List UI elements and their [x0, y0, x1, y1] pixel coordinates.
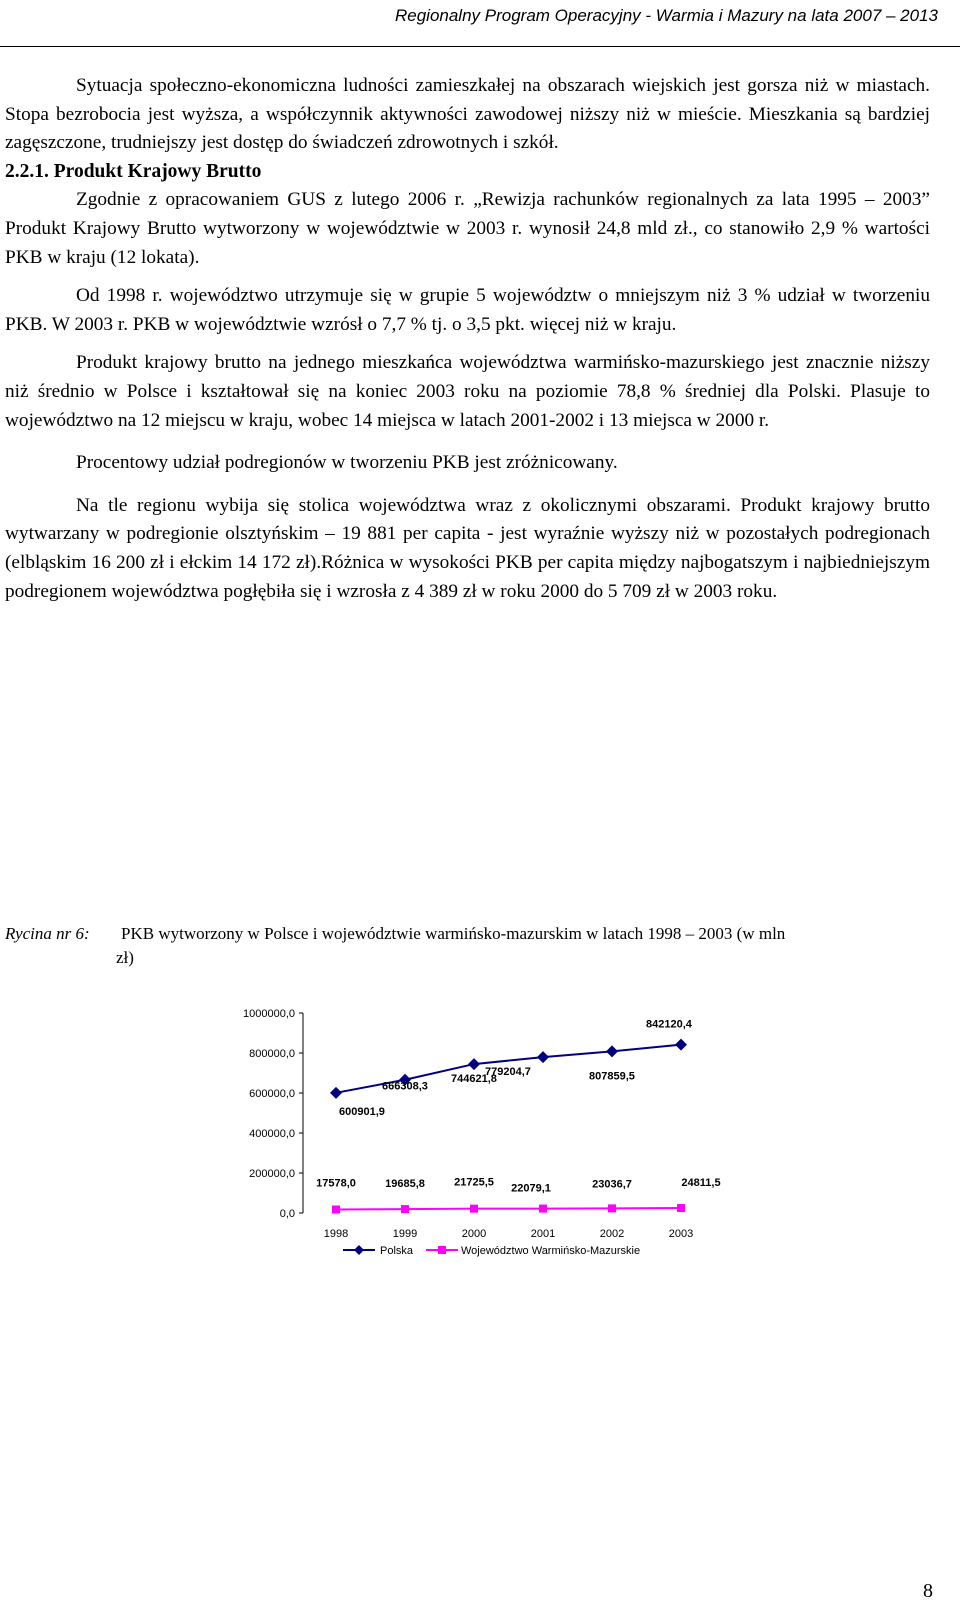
- y-tick-label: 800000,0: [249, 1048, 295, 1060]
- data-point-wojewodztwo: [332, 1205, 340, 1213]
- header-title: Regionalny Program Operacyjny - Warmia i Mazury na lata 2007 – 2013: [394, 6, 938, 25]
- y-tick-label: 600000,0: [249, 1088, 295, 1100]
- data-point-polska: [468, 1058, 480, 1070]
- y-tick-label: 200000,0: [249, 1168, 295, 1180]
- data-label-polska: 807859,5: [589, 1070, 635, 1083]
- x-tick-label: 1998: [323, 1228, 349, 1240]
- document-body: [5, 72, 930, 606]
- paragraph-gus-revision: Zgodnie z opracowaniem GUS z lutego 2006 r. „Rewizja rachunków regionalnych za lata 1995 – 2003” Produkt Krajowy Brutto wytworzony w województwie w 2003 r. wynosił 24,8 mld zł., co stanowiło 2,9 % wartości PKB w kraju (12 lokata).: [5, 189, 930, 268]
- figure-caption: [5, 922, 930, 970]
- y-tick-label: 0,0: [279, 1208, 295, 1220]
- data-label-polska: 600901,9: [339, 1105, 385, 1118]
- data-label-wojewodztwo: 21725,5: [454, 1176, 494, 1189]
- page-header: [0, 0, 960, 47]
- data-label-wojewodztwo: 24811,5: [681, 1177, 721, 1190]
- data-point-wojewodztwo: [608, 1204, 616, 1212]
- data-point-polska: [606, 1045, 618, 1057]
- data-label-polska: 779204,7: [485, 1066, 531, 1079]
- x-tick-label: 1999: [392, 1228, 418, 1240]
- x-tick-label: 2003: [668, 1228, 694, 1240]
- section-heading: 2.2.1. Produkt Krajowy Brutto: [5, 160, 262, 182]
- legend-marker-polska: [354, 1245, 364, 1255]
- caption-text: PKB wytworzony w Polsce i województwie warmińsko-mazurskim w latach 1998 – 2003 (w mln: [121, 924, 786, 943]
- x-tick-label: 2000: [461, 1228, 487, 1240]
- paragraph-rural-situation: Sytuacja społeczno-ekonomiczna ludności zamieszkałej na obszarach wiejskich jest gorsza niż w miastach. Stopa bezrobocia jest wyższa, a współczynnik aktywności zawodowej niższy niż w mieście. Mieszkania są bardziej zagęszczone, trudniejszy jest dostęp do świadczeń zdrowotnych i szkół.: [5, 75, 930, 154]
- data-label-polska: 666308,3: [382, 1080, 428, 1093]
- data-label-polska: 842120,4: [646, 1018, 692, 1031]
- data-label-polska: 744621,8: [451, 1073, 497, 1086]
- data-point-wojewodztwo: [401, 1205, 409, 1213]
- legend-label-polska: Polska: [380, 1245, 414, 1257]
- data-label-wojewodztwo: 19685,8: [385, 1178, 425, 1191]
- data-point-wojewodztwo: [470, 1205, 478, 1213]
- data-point-polska: [675, 1039, 687, 1051]
- paragraph-per-capita: Produkt krajowy brutto na jednego mieszkańca województwa warmińsko-mazurskiego jest znacznie niższy niż średnio w Polsce i kształtował się na koniec 2003 roku na poziomie 78,8 % średniej dla Polski. Plasuje to województwo na 12 miejscu w kraju, wobec 14 miejsca w latach 2001-2002 i 13 miejsca w 2000 r.: [5, 352, 930, 431]
- data-label-wojewodztwo: 17578,0: [316, 1177, 356, 1190]
- data-point-polska: [330, 1087, 342, 1099]
- x-tick-label: 2001: [530, 1228, 556, 1240]
- data-label-wojewodztwo: 22079,1: [511, 1182, 551, 1195]
- paragraph-capital-region: Na tle regionu wybija się stolica województwa wraz z okolicznymi obszarami. Produkt krajowy brutto wytwarzany w podregionie olsztyńskim – 19 881 per capita - jest wyraźnie wyższy niż w pozostałych podregionach (elbląskim 16 200 zł i ełckim 14 172 zł).Różnica w wysokości PKB per capita między najbogatszym i najbiedniejszym podregionem województwa pogłębiła się i wzrosła z 4 389 zł w roku 2000 do 5 709 zł w 2003 roku.: [5, 494, 930, 602]
- y-tick-label: 1000000,0: [243, 1008, 295, 1020]
- caption-text-continued: zł): [116, 948, 134, 967]
- data-point-wojewodztwo: [677, 1204, 685, 1212]
- x-tick-label: 2002: [599, 1228, 625, 1240]
- data-label-wojewodztwo: 23036,7: [592, 1178, 632, 1191]
- y-tick-label: 400000,0: [249, 1128, 295, 1140]
- series-line-wojewodztwo: [336, 1208, 681, 1209]
- legend-label-wojewodztwo: Województwo Warmińsko-Mazurskie: [461, 1245, 641, 1257]
- page-number: 8: [923, 1580, 933, 1602]
- legend-marker-wojewodztwo: [438, 1246, 446, 1254]
- paragraph-since-1998: Od 1998 r. województwo utrzymuje się w grupie 5 województw o mniejszym niż 3 % udział w tworzeniu PKB. W 2003 r. PKB w województwie wzrósł o 7,7 % tj. o 3,5 pkt. więcej niż w kraju.: [5, 285, 930, 335]
- paragraph-subregions: Procentowy udział podregionów w tworzeniu PKB jest zróżnicowany.: [76, 452, 618, 474]
- caption-label: Rycina nr 6:: [5, 924, 90, 943]
- gdp-line-chart: [0, 1000, 960, 1270]
- data-point-wojewodztwo: [539, 1205, 547, 1213]
- data-point-polska: [537, 1051, 549, 1063]
